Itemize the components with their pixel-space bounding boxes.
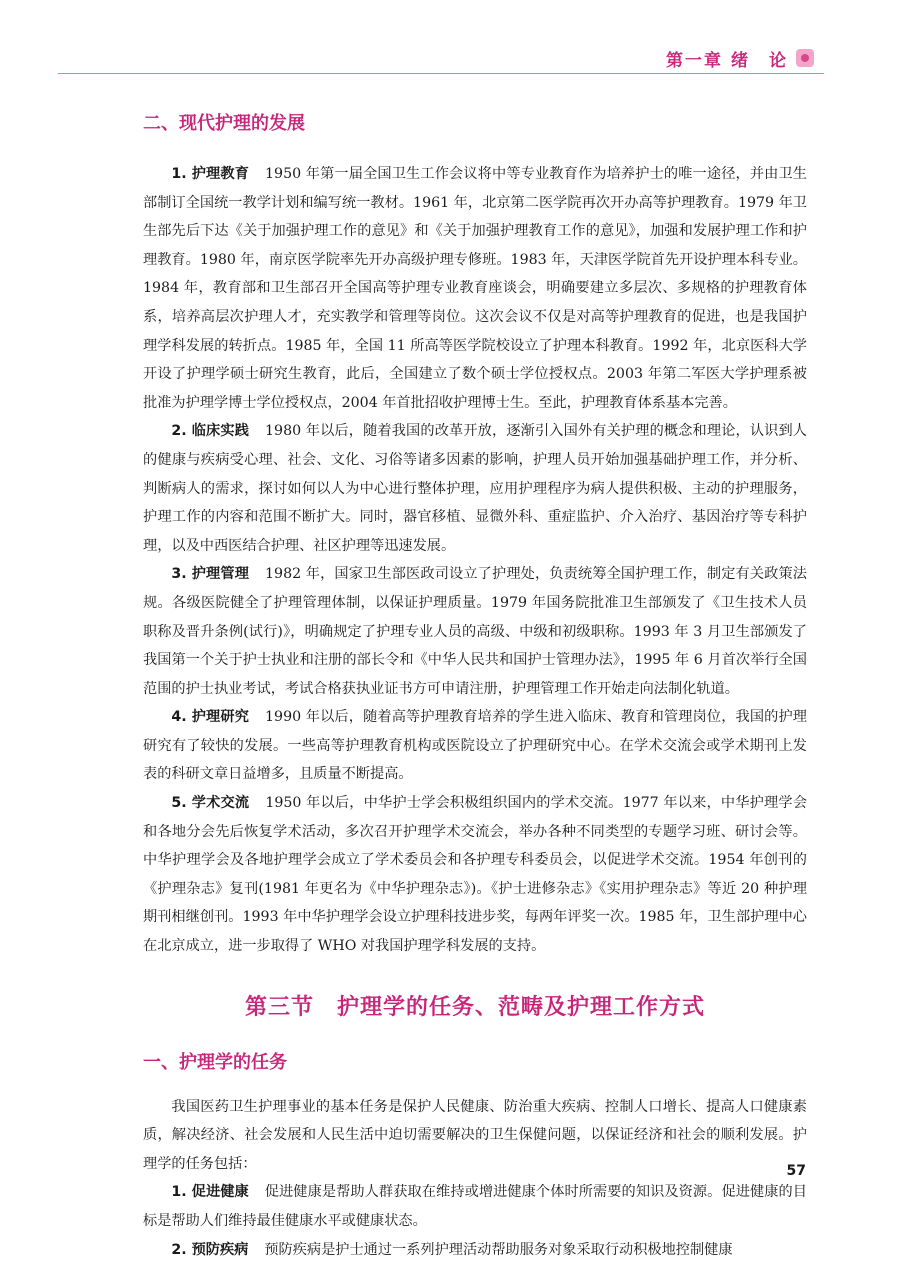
- chapter-label: [658, 46, 788, 71]
- chapter-title: 绪 论: [731, 51, 788, 71]
- paragraph-text: 促进健康是帮助人群获取在维持或增进健康个体时所需要的知识及资源。促进健康的目标是帮助人们维持最佳健康水平或健康状态。: [143, 1184, 807, 1229]
- paragraph-nursing-education: [143, 160, 807, 417]
- paragraph-nursing-research: [143, 703, 807, 789]
- page-body: [143, 110, 807, 1264]
- paragraph-promote-health: [143, 1178, 807, 1235]
- section-heading-modern-nursing: 二、现代护理的发展: [143, 113, 305, 134]
- paragraph-tasks-intro: 我国医药卫生护理事业的基本任务是保护人民健康、防治重大疾病、控制人口增长、提高人口健康素质，解决经济、社会发展和人民生活中迫切需要解决的卫生保健问题，以保证经济和社会的顺利发展。护理学的任务包括：: [143, 1098, 807, 1172]
- paragraph-lead: 2. 临床实践: [171, 423, 250, 440]
- paragraph-prevent-disease: [143, 1236, 807, 1264]
- paragraph-text: 1950 年第一届全国卫生工作会议将中等专业教育作为培养护士的唯一途径，并由卫生部制订全国统一教学计划和编写统一教材。1961 年，北京第二医学院再次开办高等护理教育。1979 年卫生部先后下达《关于加强护理工作的意见》和《关于加强护理教育工作的意见》，加强和发展护理工作和护理教育。1980 年，南京医学院率先开办高级护理专修班。1983 年，天津医学院首先开设护理本科专业。1984 年，教育部和卫生部召开全国高等护理专业教育座谈会，明确要建立多层次、多规格的护理教育体系，培养高层次护理人才，充实教学和管理等岗位。这次会议不仅是对高等护理教育的促进，也是我国护理学科发展的转折点。1985 年，全国 11 所高等医学院校设立了护理本科教育。1992 年，北京医科大学开设了护理学硕士研究生教育，此后，全国建立了数个硕士学位授权点。2003 年第二军医大学护理系被批准为护理学博士学位授权点，2004 年首批招收护理博士生。至此，护理教育体系基本完善。: [143, 166, 807, 411]
- paragraph-nursing-management: [143, 560, 807, 703]
- running-header: [0, 0, 900, 80]
- chapter-number: 第一章: [666, 51, 723, 71]
- paragraph-lead: 4. 护理研究: [171, 709, 250, 726]
- page-number: 57: [786, 1163, 806, 1179]
- paragraph-text: 1980 年以后，随着我国的改革开放，逐渐引入国外有关护理的概念和理论，认识到人的健康与疾病受心理、社会、文化、习俗等诸多因素的影响，护理人员开始加强基础护理工作，并分析、判断病人的需求，探讨如何以人为中心进行整体护理，应用护理程序为病人提供积极、主动的护理服务，护理工作的内容和范围不断扩大。同时，器官移植、显微外科、重症监护、介入治疗、基因治疗等专科护理，以及中西医结合护理、社区护理等迅速发展。: [143, 423, 807, 554]
- paragraph-academic-exchange: [143, 789, 807, 961]
- paragraph-clinical-practice: [143, 417, 807, 560]
- paragraph-text: 1982 年，国家卫生部医政司设立了护理处，负责统筹全国护理工作，制定有关政策法规。各级医院健全了护理管理体制，以保证护理质量。1979 年国务院批准卫生部颁发了《卫生技术人员职称及晋升条例(试行)》，明确规定了护理专业人员的高级、中级和初级职称。1993 年 3 月卫生部颁发了我国第一个关于护士执业和注册的部长令和《中华人民共和国护士管理办法》，1995 年 6 月首次举行全国范围的护士执业考试，考试合格获执业证书方可申请注册，护理管理工作开始走向法制化轨道。: [143, 566, 807, 697]
- paragraph-text: 1950 年以后，中华护士学会积极组织国内的学术交流。1977 年以来，中华护理学会和各地分会先后恢复学术活动，多次召开护理学术交流会，举办各种不同类型的专题学习班、研讨会等。中华护理学会及各地护理学会成立了学术委员会和各护理专科委员会，以促进学术交流。1954 年创刊的《护理杂志》复刊(1981 年更名为《中华护理杂志》)。《护士进修杂志》《实用护理杂志》等近 20 种护理期刊相继创刊。1993 年中华护理学会设立护理科技进步奖，每两年评奖一次。1985 年，卫生部护理中心在北京成立，进一步取得了 WHO 对我国护理学科发展的支持。: [143, 795, 808, 955]
- paragraph-lead: 3. 护理管理: [171, 566, 250, 583]
- paragraph-text: 预防疾病是护士通过一系列护理活动帮助服务对象采取行动积极地控制健康: [264, 1241, 733, 1258]
- section-heading-nursing-tasks: 一、护理学的任务: [143, 1051, 287, 1073]
- section-title-3: 第三节 护理学的任务、范畴及护理工作方式: [244, 993, 705, 1020]
- paragraph-lead: 1. 促进健康: [171, 1184, 249, 1201]
- paragraph-lead: 2. 预防疾病: [171, 1241, 249, 1258]
- chapter-badge-icon: [796, 49, 814, 67]
- header-divider: [58, 73, 824, 74]
- paragraph-lead: 5. 学术交流: [171, 795, 250, 812]
- paragraph-lead: 1. 护理教育: [171, 166, 250, 182]
- paragraph-text: 1990 年以后，随着高等护理教育培养的学生进入临床、教育和管理岗位，我国的护理研究有了较快的发展。一些高等护理教育机构或医院设立了护理研究中心。在学术交流会或学术期刊上发表的科研文章日益增多，且质量不断提高。: [143, 709, 807, 783]
